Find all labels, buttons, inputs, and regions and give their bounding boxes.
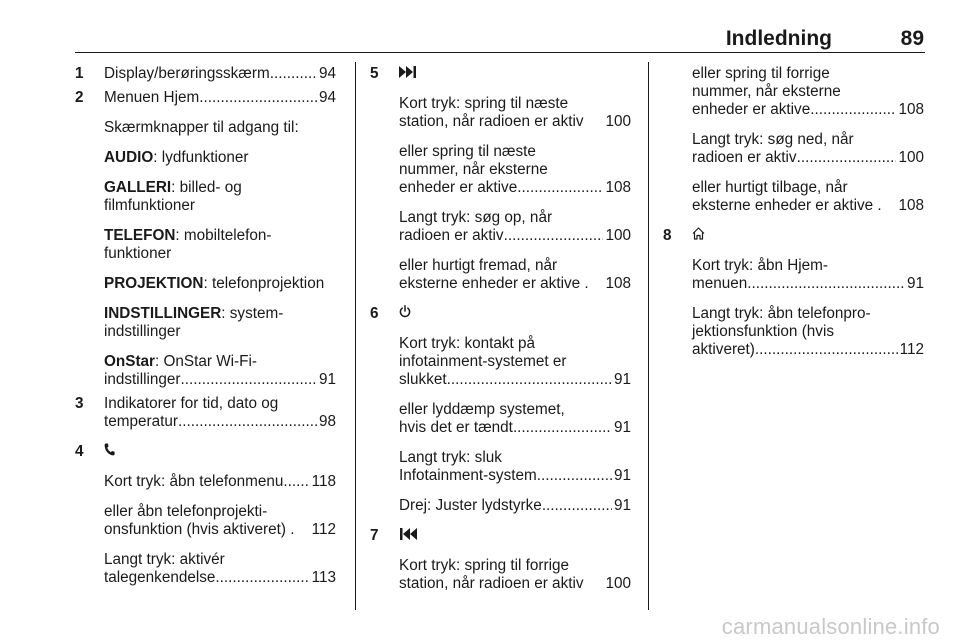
list-item: Langt tryk: sluk Infotainment-system ..... 91 [399,449,631,485]
list-item [370,305,631,323]
page-ref[interactable]: 94 [318,65,336,82]
power-icon [399,305,411,323]
list-item [75,89,336,107]
page-ref[interactable]: 112 [311,521,336,538]
section-title: Indledning [725,27,832,50]
page-ref[interactable]: 108 [605,179,631,196]
list-item [75,443,336,461]
list-item: eller hurtigt fremad, når eksterne enheder er aktive . 108 [399,257,631,292]
item-text: Menuen Hjem [104,89,200,106]
page-ref[interactable]: 91 [613,371,631,388]
list-item: 3 Indikatorer for tid, dato og temperatur ..... 98 [104,395,336,431]
list-item: Kort tryk: spring til forrige station, når radioen er aktiv 100 [399,557,631,592]
list-item: Langt tryk: søg op, når radioen er aktiv ..... 100 [399,209,631,245]
column-divider-1 [355,62,356,610]
list-item: Drej: Juster lydstyrke ..... 91 [399,497,631,515]
page-ref[interactable]: 118 [311,473,336,490]
home-icon [692,227,705,245]
list-item [370,527,631,545]
item-number: 2 [75,89,84,106]
list-item: Langt tryk: søg ned, når radioen er aktiv ..... 100 [692,131,924,167]
list-item [75,65,336,83]
item-number: 4 [75,443,84,460]
page-ref[interactable]: 100 [898,149,924,166]
page-ref[interactable]: 91 [613,497,631,514]
list-item: Langt tryk: åbn telefonpro- jektionsfunktion (hvis aktiveret) ..... 112 [692,305,924,359]
page-ref[interactable]: 91 [906,275,924,292]
page-ref[interactable]: 108 [898,197,924,214]
column-1 [75,65,336,599]
page-ref[interactable]: 100 [605,575,631,592]
page-ref[interactable]: 112 [899,341,924,358]
list-item [663,227,924,245]
list-item: eller lyddæmp systemet, hvis det er tændt ..... 91 [399,401,631,437]
list-item: TELEFON: mobiltelefon- funktioner [104,227,272,262]
page-ref[interactable]: 113 [311,569,336,586]
previous-track-icon [399,527,417,545]
list-item: Kort tryk: kontakt på infotainment-systemet er slukket ..... 91 [399,335,631,389]
list-item [370,65,631,83]
page-ref[interactable]: 91 [613,467,631,484]
list-item: eller hurtigt tilbage, når eksterne enheder er aktive . 108 [692,179,924,214]
page-ref[interactable]: 100 [605,113,631,130]
header-rule [75,52,925,53]
column-2 [370,65,631,605]
list-item: INDSTILLINGER: system- indstillinger [104,305,284,340]
column-3 [663,65,924,371]
page-ref[interactable]: 108 [898,101,924,118]
list-item: Kort tryk: åbn telefonmenu ..... 118 [104,473,336,491]
page-number: 89 [900,27,924,50]
list-item: AUDIO: lydfunktioner [104,149,249,166]
list-item: eller åbn telefonprojekti- onsfunktion (hvis aktiveret) . 112 [104,503,336,538]
list-item: Langt tryk: aktivér talegenkendelse ..... 113 [104,551,336,587]
page-ref[interactable]: 91 [318,371,336,388]
list-item: eller spring til forrige nummer, når eksterne enheder er aktive ..... 108 [692,65,924,119]
item-number: 1 [75,65,84,82]
page-ref[interactable]: 108 [605,275,631,292]
page-ref[interactable]: 100 [605,227,631,244]
list-item: PROJEKTION: telefonprojektion [104,275,325,292]
item-number: 6 [370,305,379,322]
list-item: OnStar: OnStar Wi-Fi- indstillinger ..... 91 [104,353,336,389]
list-item: eller spring til næste nummer, når eksterne enheder er aktive ..... 108 [399,143,631,197]
item-number: 5 [370,65,379,82]
item-number: 3 [75,395,84,412]
page-ref[interactable]: 98 [318,413,336,430]
page-ref[interactable]: 94 [318,89,336,106]
item-number: 7 [370,527,379,544]
list-item: Kort tryk: åbn Hjem- menuen ..... 91 [692,257,924,293]
next-track-icon [399,65,417,83]
item-number: 8 [663,227,672,244]
list-item: Kort tryk: spring til næste station, når radioen er aktiv 100 [399,95,631,130]
list-item: Skærmknapper til adgang til: [104,119,299,136]
list-item: GALLERI: billed- og filmfunktioner [104,179,242,214]
watermark: carmanualsonline.info [721,614,940,639]
column-divider-2 [648,62,649,610]
phone-icon [104,443,115,461]
page-ref[interactable]: 91 [613,419,631,436]
item-text: Display/berøringsskærm [104,65,270,82]
